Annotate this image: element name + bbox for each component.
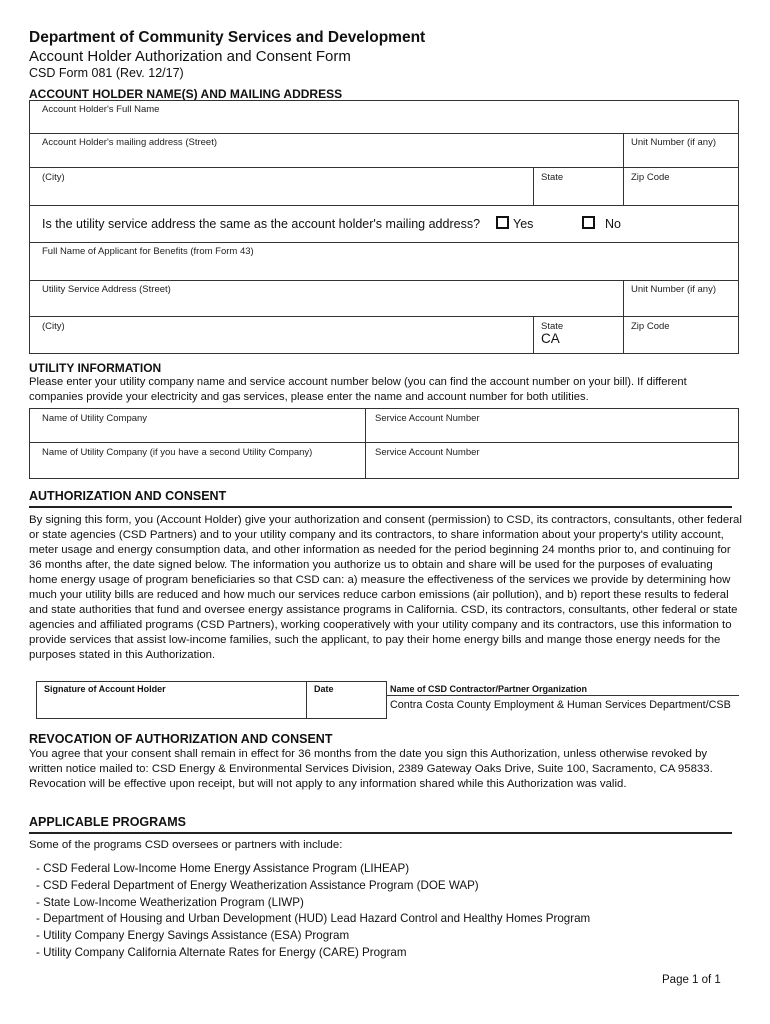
- applicant-name-field[interactable]: Full Name of Applicant for Benefits (from Form 43): [42, 246, 254, 257]
- list-item: - CSD Federal Low-Income Home Energy Assistance Program (LIHEAP): [36, 862, 410, 875]
- service-unit-field[interactable]: Unit Number (if any): [631, 284, 716, 295]
- revocation-section-title: REVOCATION OF AUTHORIZATION AND CONSENT: [29, 732, 333, 746]
- no-checkbox[interactable]: [582, 216, 595, 229]
- list-item: - CSD Federal Department of Energy Weatherization Assistance Program (DOE WAP): [36, 878, 479, 892]
- service-zip-field[interactable]: Zip Code: [631, 321, 670, 332]
- service-city-field[interactable]: (City): [42, 321, 65, 332]
- service-account-1-field[interactable]: Service Account Number: [375, 413, 480, 424]
- form-title: Account Holder Authorization and Consent Form: [29, 48, 351, 65]
- page-number: Page 1 of 1: [662, 974, 721, 986]
- mailing-unit-field[interactable]: Unit Number (if any): [631, 137, 716, 148]
- authorization-section-title: AUTHORIZATION AND CONSENT: [29, 489, 227, 503]
- service-state-value[interactable]: CA: [541, 331, 560, 346]
- list-item: - Utility Company Energy Savings Assistance (ESA) Program: [36, 929, 350, 943]
- utility-company-2-field[interactable]: Name of Utility Company (if you have a second Utility Company): [42, 447, 313, 458]
- authorization-rule: [29, 506, 732, 508]
- list-item: - State Low-Income Weatherization Program (LIWP): [36, 895, 304, 909]
- org-name-field[interactable]: Contra Costa County Employment & Human Services Department/CSB: [390, 699, 731, 711]
- mailing-zip-field[interactable]: Zip Code: [631, 172, 670, 183]
- mailing-state-field[interactable]: State: [541, 172, 564, 183]
- yes-label: Yes: [513, 217, 534, 231]
- account-section-title: ACCOUNT HOLDER NAME(S) AND MAILING ADDRESS: [29, 87, 343, 101]
- programs-list: [36, 861, 590, 962]
- same-address-question: Is the utility service address the same as the account holder's mailing address?: [42, 217, 481, 231]
- programs-rule: [29, 832, 732, 834]
- service-street-field[interactable]: Utility Service Address (Street): [42, 284, 171, 295]
- list-item: - Department of Housing and Urban Development (HUD) Lead Hazard Control and Healthy Homes Program: [36, 912, 591, 926]
- programs-section-title: APPLICABLE PROGRAMS: [29, 815, 186, 829]
- programs-intro: Some of the programs CSD oversees or partners with include:: [29, 839, 343, 851]
- utility-instructions: Please enter your utility company name and service account number below (you can find the account number on your bill). If different companies provide your electricity and gas services, please enter the name and account number for both utilities.: [29, 376, 687, 403]
- signature-field[interactable]: Signature of Account Holder: [44, 684, 166, 694]
- revocation-text: You agree that your consent shall remain in effect for 36 months from the date you sign this Authorization, unless otherwise revoked by written notice mailed to: CSD Energy & Environmental Services Division, 2389 Gateway Oaks Drive, Suite 100, Sacramento, CA 95833. Revocation will be effective upon receipt, but will not apply to any information shared while this Authorization was valid.: [29, 748, 713, 790]
- yes-checkbox[interactable]: [496, 216, 509, 229]
- utility-section-title: UTILITY INFORMATION: [29, 361, 162, 375]
- org-label: Name of CSD Contractor/Partner Organization: [390, 684, 588, 694]
- department-title: Department of Community Services and Development: [29, 29, 426, 46]
- form-number: CSD Form 081 (Rev. 12/17): [29, 66, 184, 80]
- list-item: - Utility Company California Alternate Rates for Energy (CARE) Program: [36, 945, 407, 959]
- account-holder-name-field[interactable]: Account Holder's Full Name: [42, 104, 160, 115]
- utility-company-1-field[interactable]: Name of Utility Company: [42, 413, 148, 424]
- mailing-street-field[interactable]: Account Holder's mailing address (Street): [42, 137, 217, 148]
- service-account-2-field[interactable]: Service Account Number: [375, 447, 480, 458]
- no-label: No: [605, 217, 621, 231]
- date-field[interactable]: Date: [314, 684, 334, 694]
- service-state-label: State: [541, 321, 564, 332]
- mailing-city-field[interactable]: (City): [42, 172, 65, 183]
- authorization-text: By signing this form, you (Account Holder) give your authorization and consent (permission) to CSD, its contractors, consultants, other federal or state agencies (CSD Partners) and to your utility company and its contractors, to share information about your property's utility account, meter usage and energy consumption data, and other information as needed for the period beginning 24 months prior to, and continuing for 36 months after, the date signed below. The information you authorize us to obtain and share will be used for the purposes of evaluating home energy usage of program beneficiaries so that CSD can: a) measure the effectiveness of the services we provide by determining how much your utility bills are reduced and how much our services reduce carbon emissions (air pollution), and b) report these results to federal and state authorities that fund and oversee energy assistance programs in California. CSD, its contractors, consultants, other federal or state agencies and affiliated programs (CSD Partners), working cooperatively with your utility company and its contractors, use this information to provide services that assist low-income families, such the applicant, to pay their home energy bills and mange those energy needs for the purposes stated in this Authorization.: [29, 514, 742, 661]
